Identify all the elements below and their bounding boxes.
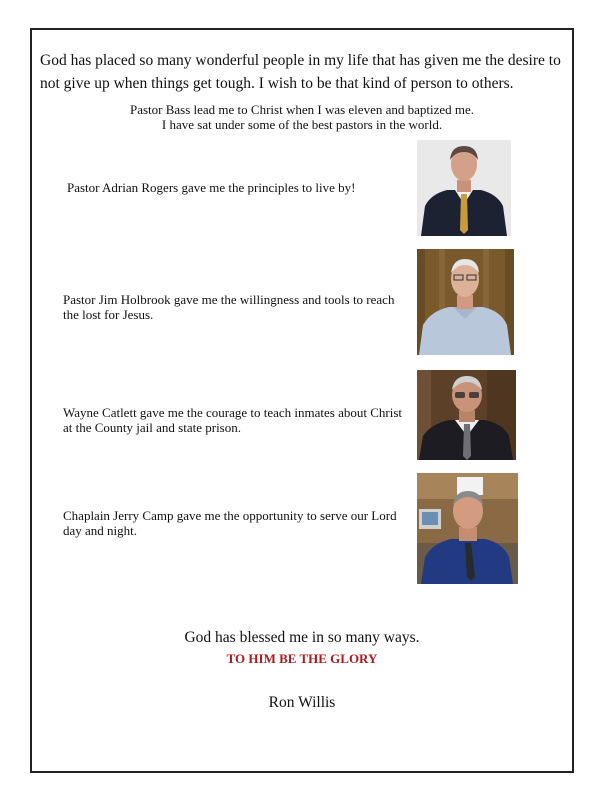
- glory-line: TO HIM BE THE GLORY: [226, 651, 378, 666]
- photo-adrian-rogers: [417, 140, 511, 236]
- blessed-line: God has blessed me in so many ways.: [184, 629, 420, 646]
- photo-jerry-camp: [417, 473, 518, 584]
- caption-jerry-camp: Chaplain Jerry Camp gave me the opportunity to serve our Lord day and night.: [63, 508, 397, 538]
- pastor-bass-note: [30, 102, 574, 132]
- photo-jim-holbrook: [417, 249, 514, 355]
- caption-adrian-rogers: Pastor Adrian Rogers gave me the principles to live by!: [67, 180, 356, 195]
- signature: Ron Willis: [268, 694, 336, 711]
- caption-jim-holbrook: Pastor Jim Holbrook gave me the willingness and tools to reach the lost for Jesus.: [63, 292, 395, 322]
- intro-paragraph: God has placed so many wonderful people in my life that has given me the desire to not give up when things get tough. I wish to be that kind of person to others.: [40, 52, 561, 92]
- caption-wayne-catlett: Wayne Catlett gave me the courage to teach inmates about Christ at the County jail and state prison.: [63, 405, 403, 435]
- photo-wayne-catlett: [417, 370, 516, 460]
- pastor-bass-line-2: I have sat under some of the best pastors in the world.: [161, 117, 443, 132]
- pastor-bass-line-1: Pastor Bass lead me to Christ when I was eleven and baptized me.: [129, 102, 475, 117]
